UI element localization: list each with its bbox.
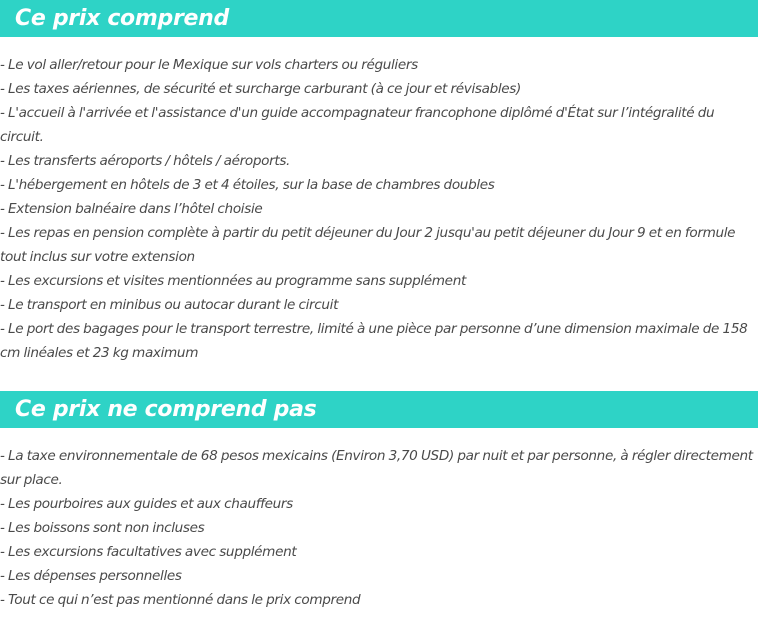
included-items-list bbox=[0, 53, 758, 365]
list-item: - Les excursions facultatives avec supplément bbox=[0, 544, 297, 560]
list-item: - Extension balnéaire dans l’hôtel choisie bbox=[0, 201, 263, 217]
list-item: - Les repas en pension complète à partir du petit déjeuner du Jour 2 jusqu'au petit déjeuner du Jour 9 et en formule tout inclus sur votre extension bbox=[0, 225, 736, 265]
section-title-included: Ce prix comprend bbox=[15, 5, 229, 31]
list-item: - Les transferts aéroports / hôtels / aéroports. bbox=[0, 153, 291, 169]
list-item: - Les excursions et visites mentionnées au programme sans supplément bbox=[0, 273, 466, 289]
list-item: - Les pourboires aux guides et aux chauffeurs bbox=[0, 496, 293, 512]
section-title-not-included: Ce prix ne comprend pas bbox=[15, 396, 317, 422]
list-item: - Les dépenses personnelles bbox=[0, 568, 182, 584]
list-item: - La taxe environnementale de 68 pesos mexicains (Environ 3,70 USD) par nuit et par personne, à régler directement sur place. bbox=[0, 448, 753, 488]
list-item: - Le vol aller/retour pour le Mexique sur vols charters ou réguliers bbox=[0, 57, 418, 73]
list-item: - Tout ce qui n’est pas mentionné dans le prix comprend bbox=[0, 592, 361, 608]
list-item: - L'hébergement en hôtels de 3 et 4 étoiles, sur la base de chambres doubles bbox=[0, 177, 495, 193]
list-item: - Le port des bagages pour le transport terrestre, limité à une pièce par personne d’une dimension maximale de 158 cm linéales et 23 kg maximum bbox=[0, 321, 748, 361]
list-item: - Les boissons sont non incluses bbox=[0, 520, 205, 536]
list-item: - Les taxes aériennes, de sécurité et surcharge carburant (à ce jour et révisables) bbox=[0, 81, 521, 97]
section-header-not-included bbox=[0, 391, 758, 428]
section-header-included bbox=[0, 0, 758, 37]
not-included-items-list bbox=[0, 444, 758, 612]
list-item: - Le transport en minibus ou autocar durant le circuit bbox=[0, 297, 339, 313]
list-item: - L'accueil à l'arrivée et l'assistance d'un guide accompagnateur francophone diplômé d'État sur l’intégralité du circuit. bbox=[0, 105, 715, 145]
